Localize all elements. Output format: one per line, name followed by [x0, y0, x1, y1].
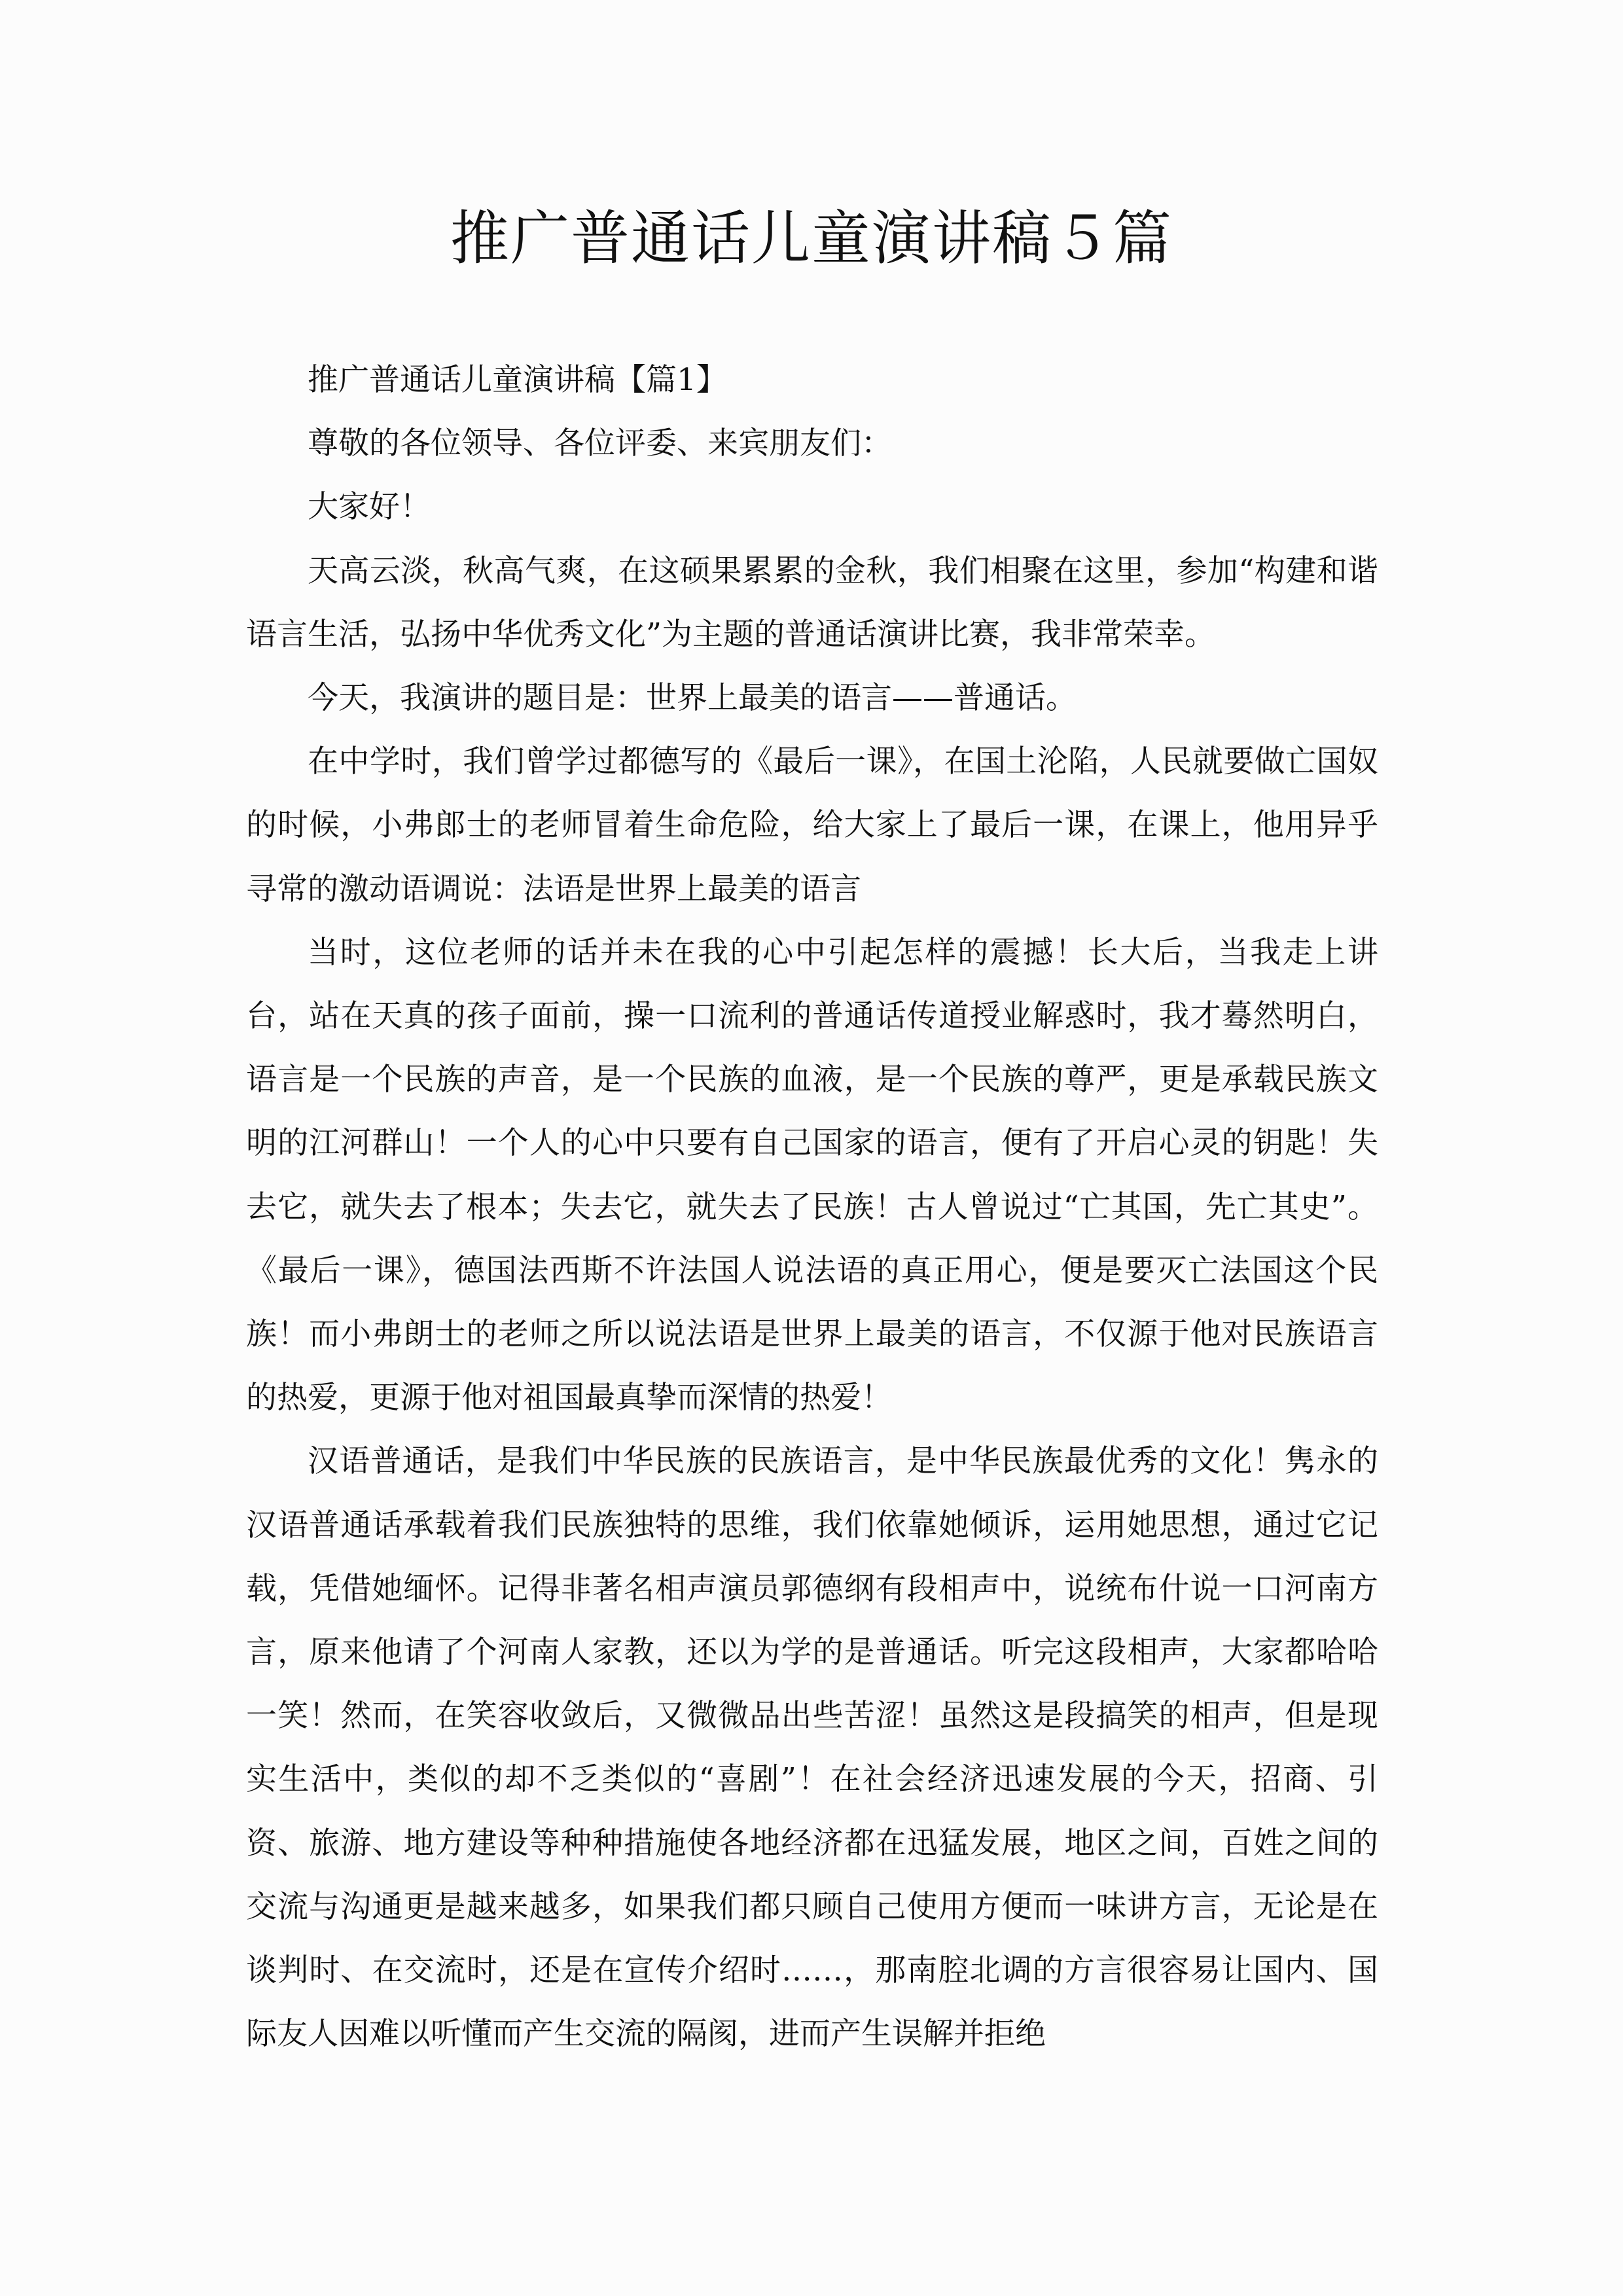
paragraph-last-lesson: 在中学时，我们曾学过都德写的《最后一课》，在国土沦陷，人民就要做亡国奴的时候，小弗郎士的老师冒着生命危险，给大家上了最后一课，在课上，他用异乎寻常的激动语调说：法语是世界上最美的语言: [246, 744, 1378, 907]
paragraph-greeting: 大家好！: [308, 489, 431, 526]
paragraph-mandarin: 汉语普通话，是我们中华民族的民族语言，是中华民族最优秀的文化！隽永的汉语普通话承载着我们民族独特的思维，我们依靠她倾诉，运用她思想，通过它记载，凭借她缅怀。记得非著名相声演员郭德纲有段相声中，说统布什说一口河南方言，原来他请了个河南人家教，还以为学的是普通话。听完这段相声，大家都哈哈一笑！然而，在笑容收敛后，又微微品出些苦涩！虽然这是段搞笑的相声，但是现实生活中，类似的却不乏类似的“喜剧”！在社会经济迅速发展的今天，招商、引资、旅游、地方建设等种种措施使各地经济都在迅猛发展，地区之间，百姓之间的交流与沟通更是越来越多，如果我们都只顾自己使用方便而一味讲方言，无论是在谈判时、在交流时，还是在宣传介绍时……，那南腔北调的方言很容易让国内、国际友人因难以听懂而产生交流的隔阂，进而产生误解并拒绝: [246, 1443, 1378, 2053]
paragraph-topic: 今天，我演讲的题目是：世界上最美的语言——普通话。: [308, 680, 1077, 717]
section-heading: 推广普通话儿童演讲稿【篇1】: [308, 362, 727, 398]
paragraph-salutation: 尊敬的各位领导、各位评委、来宾朋友们：: [308, 425, 892, 462]
paragraph-intro: 天高云淡，秋高气爽，在这硕果累累的金秋，我们相聚在这里，参加“构建和谐语言生活，弘扬中华优秀文化”为主题的普通话演讲比赛，我非常荣幸。: [246, 552, 1378, 653]
paragraph-reflection: 当时，这位老师的话并未在我的心中引起怎样的震撼！长大后，当我走上讲台，站在天真的孩子面前，操一口流利的普通话传道授业解惑时，我才蓦然明白，语言是一个民族的声音，是一个民族的血液，是一个民族的尊严，更是承载民族文明的江河群山！一个人的心中只要有自己国家的语言，便有了开启心灵的钥匙！失去它，就失去了根本；失去它，就失去了民族！古人曾说过“亡其国，先亡其史”。《最后一课》，德国法西斯不许法国人说法语的真正用心，便是要灭亡法国这个民族！而小弗朗士的老师之所以说法语是世界上最美的语言，不仅源于他对民族语言的热爱，更源于他对祖国最真挚而深情的热爱！: [246, 934, 1378, 1416]
document-body: [246, 348, 1378, 2066]
document-title: 推广普通话儿童演讲稿５篇: [450, 204, 1173, 273]
